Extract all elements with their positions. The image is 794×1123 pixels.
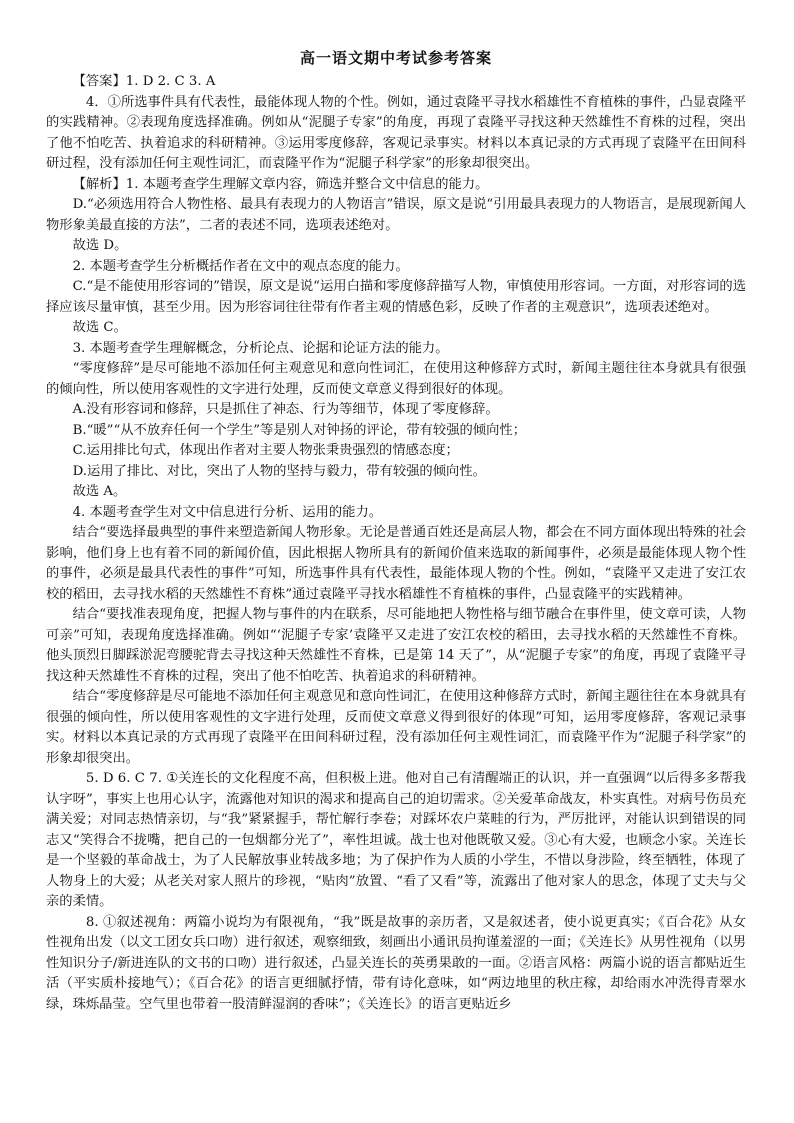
analysis-4-heading: 4. 本题考查学生对文中信息进行分析、运用的能力。 <box>72 504 383 520</box>
analysis-2-heading: 2. 本题考查学生分析概括作者在文中的观点态度的能力。 <box>72 258 409 274</box>
analysis-4-point-1: 结合“要选择最典型的事件来塑造新闻人物形象。无论是普通百姓还是高层人物，都会在不同方面体现出特殊的社会影响，他们身上也有着不同的新闻价值，因此根据人物所具有的新闻价值来选取的新闻事件，必须是最能体现人物个性的事件，必须是最具代表性的事件”可知，所选事件具有代表性，最能体现人物的个性。例如，“袁隆平又走进了安江农校的稻田，去寻找水稻的天然雄性不育株”通过袁隆平寻找水稻雄性不育植株的事件，凸显袁隆平的实践精神。 <box>46 525 746 602</box>
analysis-3-option-c: C.运用排比句式，体现出作者对主要人物张秉贵强烈的情感态度； <box>72 443 459 458</box>
analysis-3-option-a: A.没有形容词和修辞，只是抓住了神态、行为等细节，体现了零度修辞。 <box>72 402 499 417</box>
answer-8: 8. ①叙述视角：两篇小说均为有限视角，“我”既是故事的亲历者，又是叙述者，使小说更真实；《百合花》从女性视角出发（以文工团女兵口吻）进行叙述，观察细致，刻画出小通讯员拘谨羞涩的一面；《关连长》从男性视角（以男性知识分子/新进连队的文书的口吻）进行叙述，凸显关连长的英勇果敢的一面。②语言风格：两篇小说的语言都贴近生活（平实质朴接地气）；《百合花》的语言更细腻抒情，带有诗化意味，如“两边地里的秋庄稼，却给雨水冲洗得青翠水绿，珠烁晶莹。空气里也带着一股清鲜湿润的香味”；《关连长》的语言更贴近乡 <box>46 914 746 1012</box>
page-title: 高一语文期中考试参考答案 <box>299 49 492 67</box>
answer-sheet-page <box>46 46 746 1015</box>
analysis-1-conclusion: 故选 D。 <box>72 238 128 253</box>
answer-key: 【答案】1. D 2. C 3. A <box>72 74 216 89</box>
analysis-3-conclusion: 故选 A。 <box>72 484 127 499</box>
analysis-2-option: C.“是不能使用形容词的”错误，原文是说“运用白描和零度修辞描写人物，审慎使用形容词。一方面，对形容词的选择应该尽量审慎，甚至少用。因为形容词往往带有作者主观的情感色彩，反映了作者的主观意识”，选项表述绝对。 <box>46 279 746 315</box>
analysis-3-concept: “零度修辞”是尽可能地不添加任何主观意见和意向性词汇，在使用这种修辞方式时，新闻主题往往本身就具有很强的倾向性，所以使用客观性的文字进行处理，反而使文章意义得到很好的体现。 <box>46 361 746 397</box>
analysis-4-point-3: 结合“零度修辞是尽可能地不添加任何主观意见和意向性词汇，在使用这种修辞方式时，新闻主题往往在本身就具有很强的倾向性，所以使用客观性的文字进行处理，反而使文章意义得到很好的体现”可知，运用零度修辞，客观记录事实。材料以本真记录的方式再现了袁隆平在田间科研过程，没有添加任何主观性词汇，而袁隆平作为“泥腿子科学家”的形象却很突出。 <box>46 689 746 766</box>
analysis-1-heading: 【解析】1. 本题考查学生理解文章内容，筛选并整合文中信息的能力。 <box>72 176 489 192</box>
analysis-3-option-b: B.“暖”“从不放弃任何一个学生”等是别人对钟扬的评论，带有较强的倾向性； <box>72 422 526 438</box>
answer-4: 4．①所选事件具有代表性，最能体现人物的个性。例如，通过袁隆平寻找水稻雄性不育植株的事件，凸显袁隆平的实践精神。②表现角度选择准确。例如从“泥腿子专家”的角度，再现了袁隆平寻找这种天然雄性不育株的过程，突出了他不怕吃苦、执着追求的科研精神。③运用零度修辞，客观记录事实。材料以本真记录的方式再现了袁隆平在田间科研过程，没有添加任何主观性词汇，而袁隆平作为“泥腿子科学家”的形象却很突出。 <box>46 94 746 171</box>
analysis-3-heading: 3. 本题考查学生理解概念，分析论点、论据和论证方法的能力。 <box>72 340 449 356</box>
analysis-3-option-d: D.运用了排比、对比，突出了人物的坚持与毅力，带有较强的倾向性。 <box>72 463 486 479</box>
answers-5-7: 5. D 6. C 7. ①关连长的文化程度不高，但积极上进。他对自己有清醒端正的认识，并一直强调“以后得多多帮我认字呀”，事实上也用心认字，流露他对知识的渴求和提高自己的迫切需求。②关爱革命战友，朴实真性。对病号伤员充满关爱；对同志热情亲切，与“我”紧紧握手，帮忙解行李卷；对踩坏农户菜畦的行为，严厉批评，对能认识到错误的同志又“笑得合不拢嘴，把自己的一包烟都分光了”，率性坦诚。战士也对他既敬又爱。③心有大爱，也顾念小家。关连长是一个坚毅的革命战士，为了人民解放事业转战多地；为了保护作为人质的小学生，不惜以身涉险，终至牺牲，体现了人物身上的大爱；从老关对家人照片的珍视，“贴肉”放置、“看了又看”等，流露出了他对家人的思念，体现了丈夫与父亲的柔情。 <box>46 771 746 909</box>
analysis-2-conclusion: 故选 C。 <box>72 320 127 335</box>
analysis-4-point-2: 结合“要找准表现角度，把握人物与事件的内在联系，尽可能地把人物性格与细节融合在事件里，使文章可读，人物可亲”可知，表现角度选择准确。例如“‘泥腿子专家’袁隆平又走进了安江农校的稻田，去寻找水稻的天然雄性不育株。他头顶烈日脚踩淤泥弯腰驼背去寻找这种天然雄性不育株，已是第 14 天了”，从“泥腿子专家”的角度，再现了袁隆平寻找这种天然雄性不育株的过程，突出了他不怕吃苦、执着追求的科研精神。 <box>46 607 746 684</box>
analysis-1-option: D.“必须选用符合人物性格、最具有表现力的人物语言”错误，原文是说“引用最具表现力的人物语言，是展现新闻人物形象美最直接的方法”，二者的表述不同，选项表述绝对。 <box>46 197 746 233</box>
